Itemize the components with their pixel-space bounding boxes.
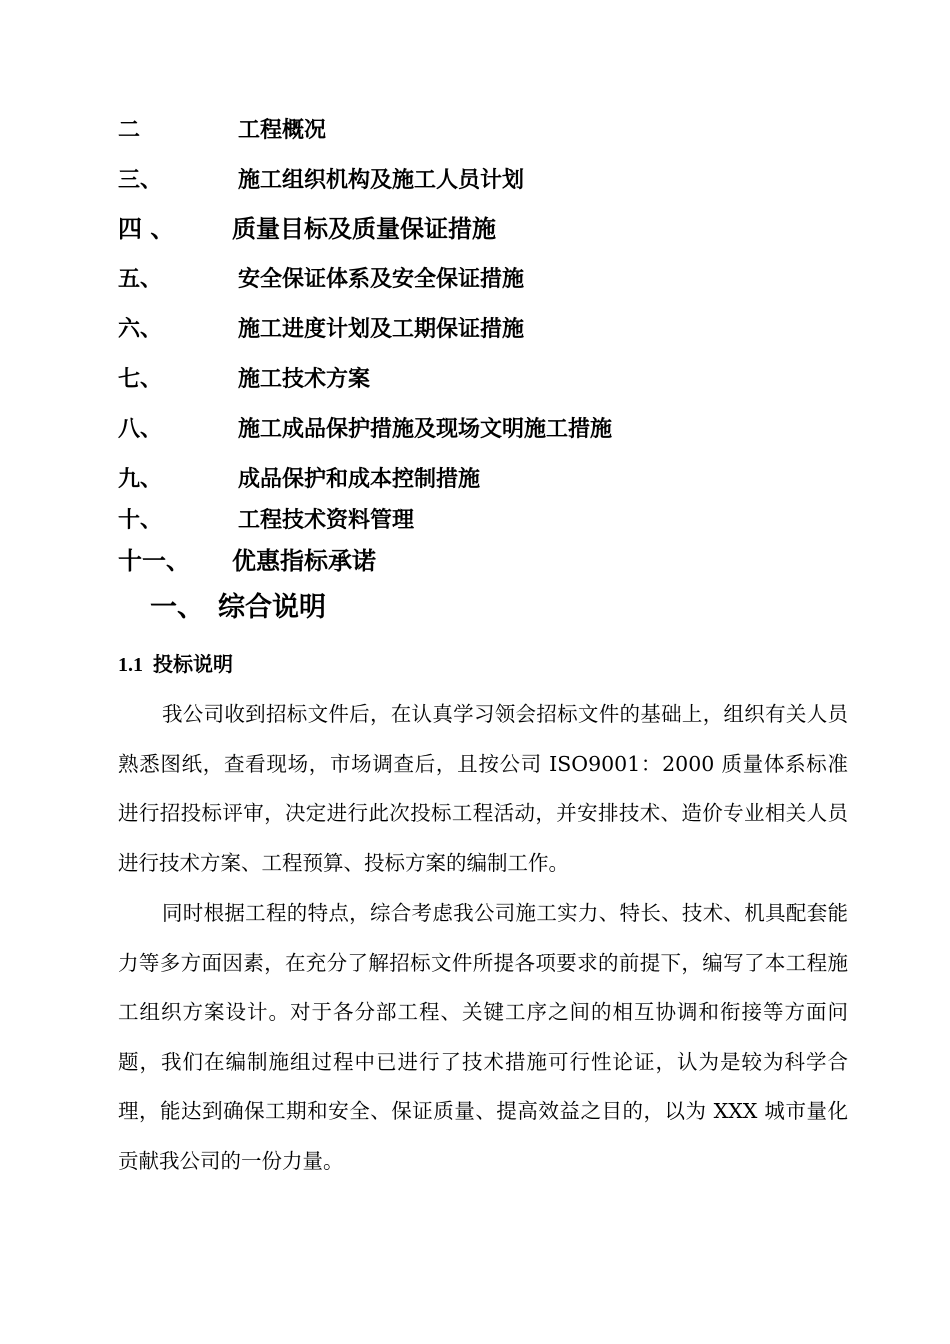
toc-item-title: 成品保护和成本控制措施 bbox=[238, 466, 481, 492]
toc-item bbox=[0, 112, 950, 148]
toc-item-number: 九、 bbox=[118, 466, 163, 492]
toc-item-number: 五、 bbox=[118, 266, 163, 292]
toc-item bbox=[0, 461, 950, 497]
toc-item-title: 优惠指标承诺 bbox=[232, 546, 376, 575]
toc-item bbox=[0, 211, 950, 247]
toc-item-title: 工程概况 bbox=[238, 117, 327, 143]
section-title: 综合说明 bbox=[218, 592, 326, 623]
toc-item bbox=[0, 311, 950, 347]
toc-item-number: 十一、 bbox=[118, 546, 190, 575]
toc-item bbox=[0, 261, 950, 297]
toc-item bbox=[0, 502, 950, 538]
toc-item-title: 工程技术资料管理 bbox=[238, 507, 415, 533]
section-number: 一、 bbox=[150, 592, 204, 623]
toc-item-number: 八、 bbox=[118, 416, 163, 442]
subsection-title: 投标说明 bbox=[153, 652, 233, 676]
toc-item-number: 六、 bbox=[118, 316, 163, 342]
toc-item-number: 十、 bbox=[118, 507, 163, 533]
toc-item bbox=[0, 543, 950, 579]
toc-item bbox=[0, 411, 950, 447]
toc-item-number: 二 bbox=[118, 117, 141, 143]
toc-item-title: 施工成品保护措施及现场文明施工措施 bbox=[238, 416, 613, 442]
toc-item-number: 七、 bbox=[118, 366, 163, 392]
toc-item-title: 施工进度计划及工期保证措施 bbox=[238, 316, 525, 342]
toc-item-title: 施工组织机构及施工人员计划 bbox=[238, 167, 525, 193]
toc-item bbox=[0, 162, 950, 198]
toc-item bbox=[0, 361, 950, 397]
body-paragraph: 同时根据工程的特点，综合考虑我公司施工实力、特长、技术、机具配套能力等多方面因素，在充分了解招标文件所提各项要求的前提下，编写了本工程施工组织方案设计。对于各分部工程、关键工序之间的相互协调和衔接等方面问题，我们在编制施组过程中已进行了技术措施可行性论证，认为是较为科学合理，能达到确保工期和安全、保证质量、提高效益之目的，以为 XXX 城市量化贡献我公司的一份力量。 bbox=[118, 901, 848, 1173]
toc-item-title: 安全保证体系及安全保证措施 bbox=[238, 266, 525, 292]
toc-item-title: 质量目标及质量保证措施 bbox=[232, 214, 496, 243]
subsection-heading bbox=[118, 648, 233, 681]
body-paragraph: 我公司收到招标文件后，在认真学习领会招标文件的基础上，组织有关人员熟悉图纸，查看现场，市场调查后，且按公司 ISO9001：2000 质量体系标准进行招投标评审，决定进行此次投标工程活动，并安排技术、造价专业相关人员进行技术方案、工程预算、投标方案的编制工作。 bbox=[118, 702, 848, 875]
toc-item-title: 施工技术方案 bbox=[238, 366, 371, 392]
toc-item-number: 三、 bbox=[118, 167, 163, 193]
subsection-number: 1.1 bbox=[118, 654, 143, 676]
section-heading bbox=[150, 588, 326, 628]
toc-item-number: 四 、 bbox=[118, 214, 175, 243]
